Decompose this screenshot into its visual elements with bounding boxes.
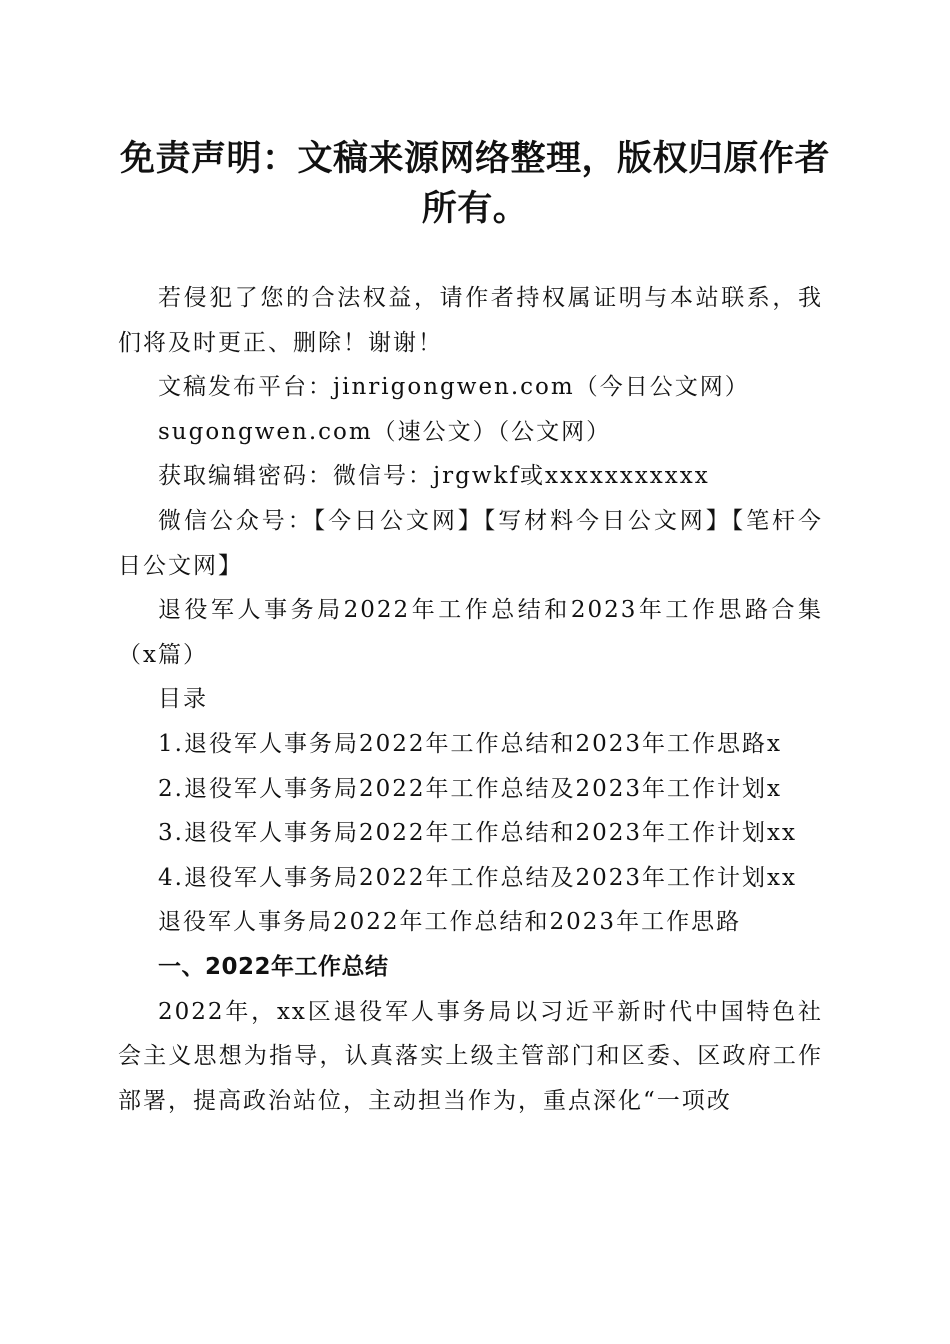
- article-title: 退役军人事务局2022年工作总结和2023年工作思路: [158, 909, 742, 936]
- toc-label: 目录: [158, 686, 208, 713]
- toc-item: 2.退役军人事务局2022年工作总结及2023年工作计划x: [158, 775, 782, 802]
- collection-title: 退役军人事务局2022年工作总结和2023年工作思路合集（x篇）: [118, 597, 823, 668]
- toc-item: 1.退役军人事务局2022年工作总结和2023年工作思路x: [158, 730, 782, 757]
- disclaimer-paragraph: 若侵犯了您的合法权益，请作者持权属证明与本站联系，我们将及时更正、删除！谢谢！: [118, 285, 823, 356]
- body-paragraph: 2022年，xx区退役军人事务局以习近平新时代中国特色社会主义思想为指导，认真落实上级主管部门和区委、区政府工作部署，提高政治站位，主动担当作为，重点深化“一项改: [118, 998, 823, 1114]
- wechat-line: 微信公众号：【今日公文网】【写材料今日公文网】【笔杆今日公文网】: [118, 507, 823, 579]
- platform-line-2: sugongwen.com（速公文）（公文网）: [158, 418, 612, 445]
- section-heading: 一、2022年工作总结: [158, 953, 389, 980]
- disclaimer-title: 免责声明：文稿来源网络整理，版权归原作者所有。: [119, 138, 830, 229]
- password-line: 获取编辑密码：微信号：jrgwkf或xxxxxxxxxxx: [158, 463, 710, 490]
- toc-item: 4.退役军人事务局2022年工作总结及2023年工作计划xx: [158, 864, 797, 891]
- platform-line: 文稿发布平台：jinrigongwen.com（今日公文网）: [158, 374, 750, 401]
- toc-item: 3.退役军人事务局2022年工作总结和2023年工作计划xx: [158, 820, 797, 847]
- document-body: [118, 276, 823, 1123]
